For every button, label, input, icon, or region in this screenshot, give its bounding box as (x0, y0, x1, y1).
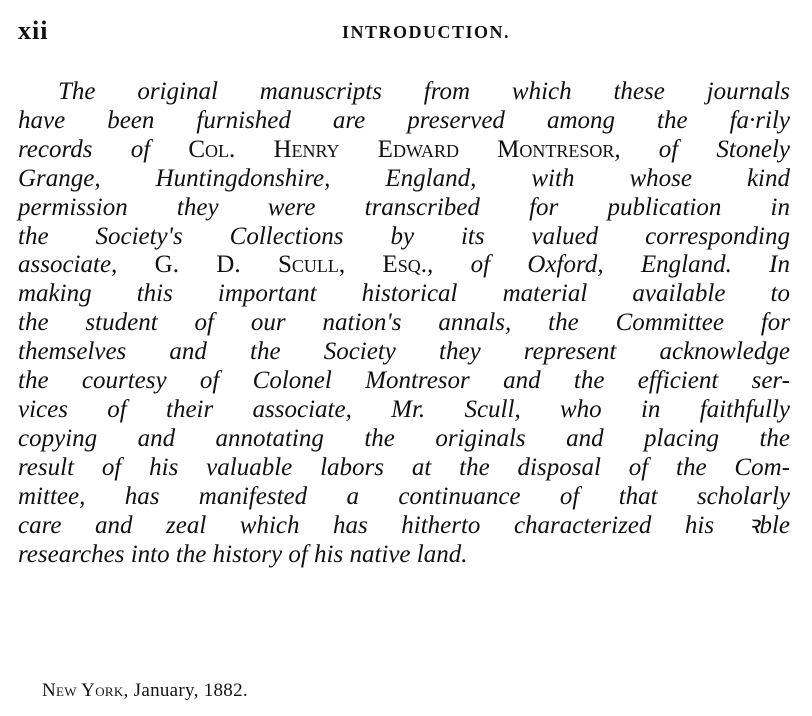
text-line: permission they were transcribed for publication in (18, 193, 790, 221)
text-line: mittee, has manifested a continuance of that scholarly (18, 482, 790, 510)
small-caps-name: G. D. Scull, Esq. (154, 251, 427, 279)
text-line: result of his valuable labors at the disposal of the Com- (18, 453, 790, 481)
text-line: making this important historical material available to (18, 280, 790, 308)
small-caps-name: Col. Henry Edward Montresor (188, 135, 615, 163)
dateline-date: , January, 1882. (123, 680, 248, 701)
text-line: vices of their associate, Mr. Scull, who in faithfully (18, 395, 790, 423)
text-line: Grange, Huntingdonshire, England, with whose kind (18, 164, 790, 192)
text-line: the Society's Collections by its valued corresponding (18, 222, 790, 250)
text-run: records of (18, 135, 151, 163)
page-header (18, 6, 794, 46)
text-line: The original manuscripts from which these journals (58, 78, 790, 105)
text-run: associate, (18, 251, 155, 279)
running-head: INTRODUCTION. (341, 22, 511, 42)
dateline (42, 680, 248, 702)
text-line: have been furnished are preserved among the fa·rily (18, 106, 790, 134)
introduction-paragraph (18, 78, 790, 569)
text-line (18, 251, 790, 280)
text-line: care and zeal which has hitherto characterized his ꝛble (18, 511, 790, 539)
text-line: the courtesy of Colonel Montresor and the efficient ser- (18, 367, 790, 395)
text-line: copying and annotating the originals and placing the (18, 424, 790, 452)
page-number: xii (18, 16, 49, 45)
text-line (18, 136, 790, 165)
text-line-last: researches into the history of his native land. (18, 540, 468, 568)
text-run: , of Stonely (614, 135, 790, 163)
text-line: the student of our nation's annals, the Committee for (18, 309, 790, 337)
text-line: themselves and the Society they represent acknowledge (18, 338, 790, 366)
text-run: , of Oxford, England. In (426, 251, 790, 279)
dateline-place: New York (42, 680, 124, 701)
